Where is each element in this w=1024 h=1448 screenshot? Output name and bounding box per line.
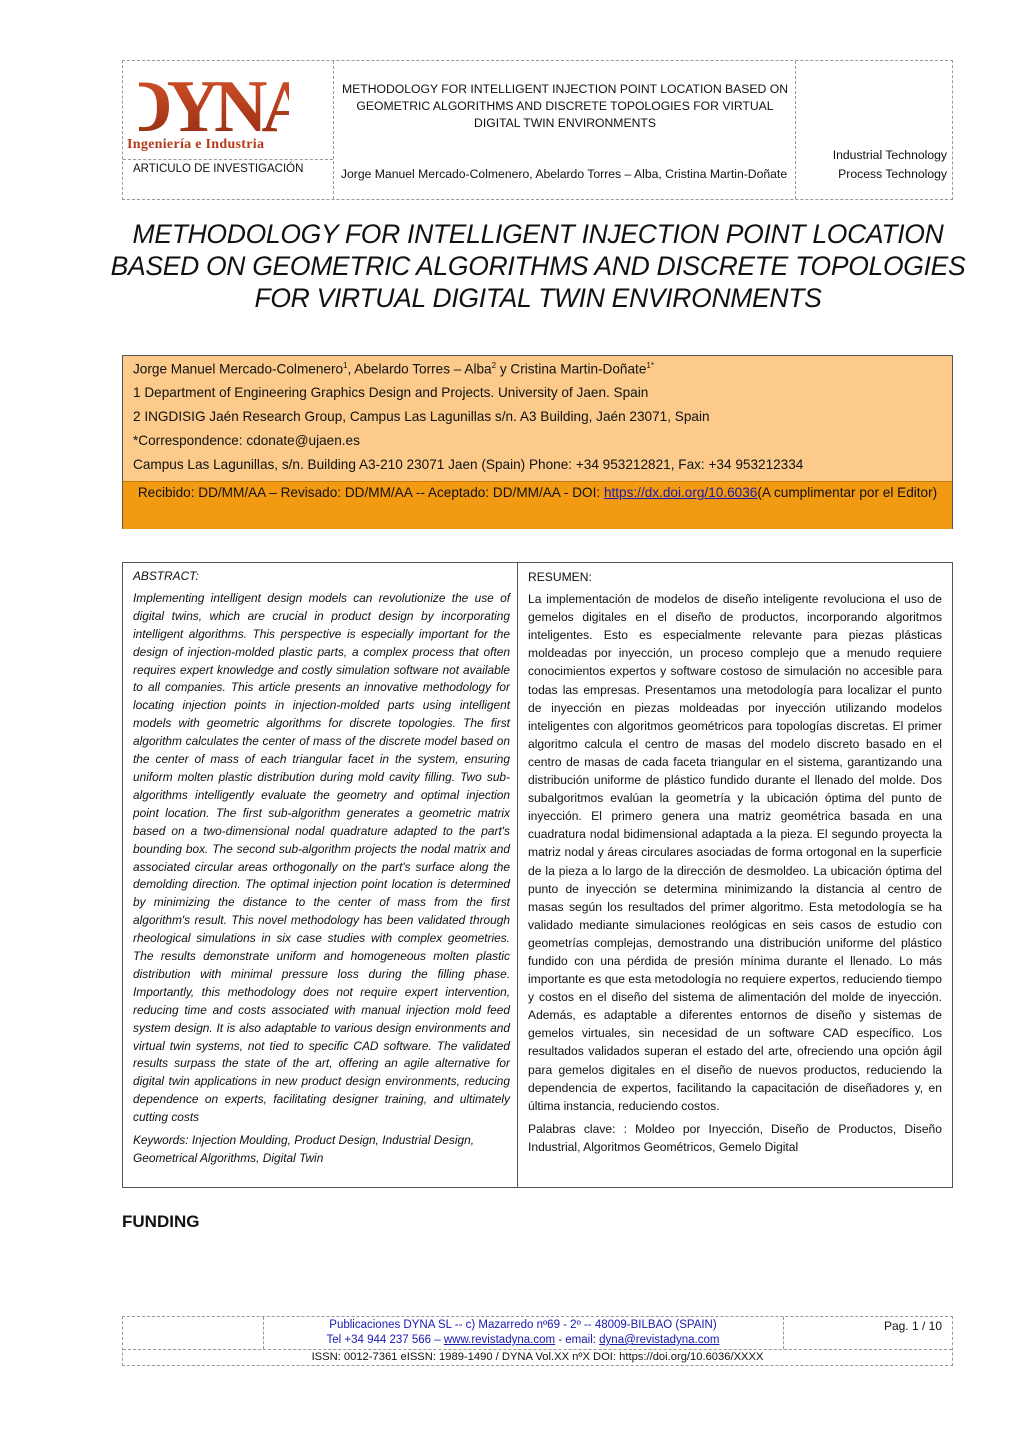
publisher-phone: Tel +34 944 237 566 – xyxy=(326,1334,444,1346)
author-line xyxy=(133,361,654,377)
header-short-title: METHODOLOGY FOR INTELLIGENT INJECTION POINT LOCATION BASED ON GEOMETRIC ALGORITHMS AND DISCRETE TOPOLOGIES FOR VIRTUAL DIGITAL TWIN ENVIRONMENTS xyxy=(341,82,789,130)
resumen-keywords: Palabras clave: : Moldeo por Inyección, Diseño de Productos, Diseño Industrial, Algoritmos Geométricos, Gemelo Digital xyxy=(528,1121,942,1154)
affiliation-2: 2 INGDISIG Jaén Research Group, Campus Las Lagunillas s/n. A3 Building, Jaén 23071, Spain xyxy=(133,409,710,424)
dyna-logo-graphic xyxy=(139,65,289,143)
header-authors: Jorge Manuel Mercado-Colmenero, Abelardo Torres – Alba, Cristina Martin-Doñate xyxy=(340,167,788,181)
abstract-heading: ABSTRACT: xyxy=(133,569,199,583)
publisher-info xyxy=(263,1318,783,1348)
abstract-column xyxy=(133,568,510,1168)
affiliation-marker: 2 xyxy=(491,361,497,370)
resumen-column xyxy=(528,568,942,1156)
footer-table xyxy=(122,1316,953,1366)
author-name: , Abelardo Torres – Alba xyxy=(347,361,492,377)
category-label: Industrial Technology xyxy=(832,148,947,162)
affiliation-marker: 1* xyxy=(646,361,654,370)
subcategory-label: Process Technology xyxy=(838,167,947,181)
abstract-divider xyxy=(517,563,518,1187)
affiliation-1: 1 Department of Engineering Graphics Design and Projects. University of Jaen. Spain xyxy=(133,385,649,400)
doi-link[interactable]: https://dx.doi.org/10.6036 xyxy=(603,485,758,500)
publisher-address: Publicaciones DYNA SL -- c) Mazarredo nº69 - 2º -- 48009-BILBAO (SPAIN) xyxy=(329,1319,717,1331)
resumen-text: La implementación de modelos de diseño inteligente revoluciona el uso de gemelos digitales en el diseño de productos, incorporando algoritmos inteligentes. Esto es especialmente relevante para piezas plásticas moldeadas por inyección, un proceso complejo que a menudo requiere conocimientos expertos y software costoso de simulación no accesible para todas las empresas. Presentamos una metodología para localizar el punto de inyección en piezas moldeadas por inyección utilizando modelos inteligentes con algoritmos geométricos para topologías discretas. El primer algoritmo calcula el centro de masas del modelo discreto basado en el centro de masas de cada faceta triangular en el sistema, garantizando una distribución uniforme de plástico fundido durante el llenado del molde. Dos subalgoritmos evalúan la geometría y la ubicación óptima del punto de inyección. El primero genera una matriz geométrica basada en una cuadratura nodal bidimensional adaptada a la pieza. El segundo proyecta la matriz nodal y áreas circulares asociadas de forma ortogonal en la superficie de la pieza a lo largo de la dirección de desmoldeo. La ubicación óptima del punto de inyección se determina minimizando la distancia al centro de masas según los resultados del primer algoritmo. Esta metodología se ha validado mediante simulaciones reológicas en seis casos de estudio con geometrías complejas, demostrando una distribución uniforme del plástico fundido con una pérdida de presión mínima durante el llenado. Lo más importante es que esta metodología no requiere expertos, reduciendo tiempo y costos en el diseño del sistema de alimentación del molde de inyección. Además, es adaptable a diferentes entornos de diseño y sistemas de gemelos virtuales, sin necesidad de un software CAD específico. Los resultados validados superan el estado del arte, ofreciendo una opción ágil para gemelos digitales en el diseño de nuevos productos, reduciendo la dependencia de expertos, facilitando la capacitación de diseñadores y, en última instancia, reduciendo costos. xyxy=(528,592,942,1113)
header-table xyxy=(122,60,953,200)
funding-heading: FUNDING xyxy=(122,1212,200,1231)
abstract-text: Implementing intelligent design models can revolutionize the use of digital twins, which are crucial in product design by incorporating intelligent algorithms. This perspective is especially important for the design of injection-molded plastic parts, a complex process that often requires expert knowledge and costly simulation software not available to all companies. This article presents an innovative methodology for locating injection points in injection-molded parts using intelligent models with geometric algorithms for discrete topologies. The first algorithm calculates the center of mass of the discrete model based on the center of mass of each triangular facet in the system, ensuring uniform molten plastic distribution during mold cavity filling. Two sub-algorithms intelligently evaluate the geometry and optimal injection point location. The first sub-algorithm generates a geometric matrix based on a two-dimensional nodal quadrature adapted to the part's bounding box. The second sub-algorithm projects the nodal matrix and associated circular areas orthogonally on the part's surface along the demolding direction. The optimal injection point location is determined by minimizing the distance to the center of mass from the first algorithm's result. This novel methodology has been validated through rheological simulations in six case studies with complex geometries. The results demonstrate uniform and homogeneous molten plastic distribution with minimal pressure loss during the filling phase. Importantly, this methodology does not require expert intervention, reducing time and costs associated with manual injection mold feed system design. It is also adaptable to various design environments and virtual twin systems, not tied to specific CAD software. The validated results surpass the state of the art, offering an agile alternative for digital twin applications in new product design environments, reducing dependence on experts, facilitating designer training, and ultimately cutting costs xyxy=(133,590,510,1125)
dates-note: (A cumplimentar por el Editor) xyxy=(757,485,938,500)
footer-divider xyxy=(123,1349,952,1350)
email-label: - email: xyxy=(555,1334,600,1346)
dates-text: Recibido: DD/MM/AA – Revisado: DD/MM/AA -- Aceptado: DD/MM/AA - DOI: xyxy=(137,485,604,500)
footer-divider xyxy=(783,1317,784,1349)
paper-title: METHODOLOGY FOR INTELLIGENT INJECTION POINT LOCATION BASED ON GEOMETRIC ALGORITHMS AND DISCRETE TOPOLOGIES FOR VIRTUAL DIGITAL TWIN ENVIRONMENTS xyxy=(110,219,966,313)
affiliation-marker: 1 xyxy=(343,361,348,370)
logo-wordmark: DYNA xyxy=(139,66,289,143)
header-category xyxy=(797,146,947,184)
address: Campus Las Lagunillas, s/n. Building A3-210 23071 Jaen (Spain) Phone: +34 953212821, Fax: +34 953212334 xyxy=(133,457,804,472)
page-number: Pag. 1 / 10 xyxy=(883,1319,942,1333)
abstract-table xyxy=(122,562,953,1188)
logo-tagline: Ingeniería e Industria xyxy=(127,137,265,152)
correspondence: *Correspondence: cdonate@ujaen.es xyxy=(133,433,360,448)
issn-line: ISSN: 0012-7361 eISSN: 1989-1490 / DYNA Vol.XX nºX DOI: https://doi.org/10.6036/XXXX xyxy=(311,1351,764,1363)
resumen-heading: RESUMEN: xyxy=(528,570,592,584)
author-name: Jorge Manuel Mercado-Colmenero xyxy=(133,361,344,377)
author-name: y Cristina Martin-Doñate xyxy=(496,361,647,377)
dates-band xyxy=(123,481,952,529)
abstract-keywords: Keywords: Injection Moulding, Product Design, Industrial Design, Geometrical Algorithms, Digital Twin xyxy=(133,1133,475,1165)
author-box xyxy=(122,355,953,529)
header-divider xyxy=(795,61,796,199)
publisher-contact xyxy=(263,1333,783,1348)
email-link[interactable]: dyna@revistadyna.com xyxy=(599,1334,720,1346)
website-link[interactable]: www.revistadyna.com xyxy=(443,1334,556,1346)
header-divider xyxy=(333,61,334,199)
article-type: ARTICULO DE INVESTIGACIÓN xyxy=(133,163,304,175)
